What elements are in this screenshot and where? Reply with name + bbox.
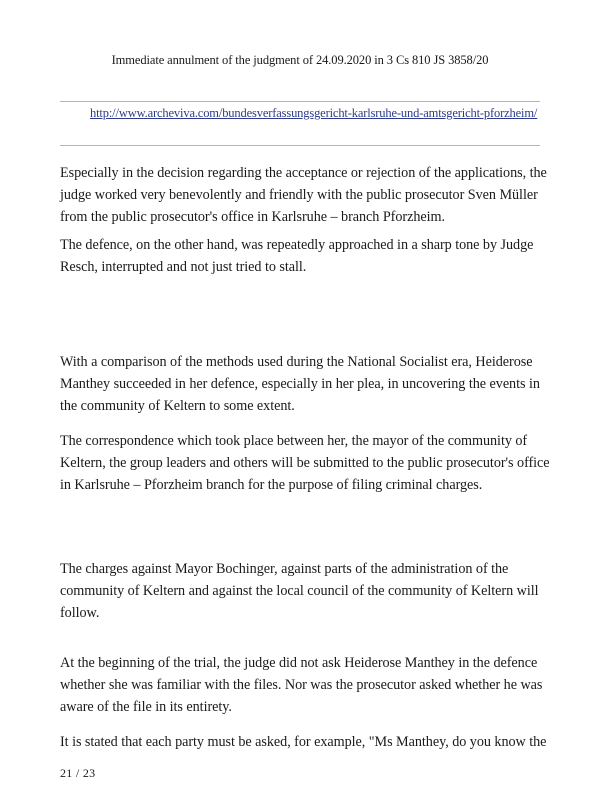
header-divider-bottom [60, 145, 540, 146]
body-paragraph-7: It is stated that each party must be asked, for example, "Ms Manthey, do you know the [60, 734, 547, 750]
body-paragraph-5: The charges against Mayor Bochinger, against parts of the administration of the community of Keltern and against the local council of the community of Keltern will follow. [60, 561, 539, 621]
header-divider-top [60, 101, 540, 102]
body-paragraph-6: At the beginning of the trial, the judge did not ask Heiderose Manthey in the defence whether she was familiar with the files. Nor was the prosecutor asked whether he was aware of the file in its entirety. [60, 655, 543, 715]
body-paragraph-4: The correspondence which took place between her, the mayor of the community of Keltern, the group leaders and others will be submitted to the public prosecutor's office in Karlsruhe – Pforzheim branch for the purpose of filing criminal charges. [60, 433, 550, 493]
body-paragraph-3: With a comparison of the methods used during the National Socialist era, Heiderose Manthey succeeded in her defence, especially in her plea, in uncovering the events in the community of Keltern to some extent. [60, 354, 540, 414]
body-paragraph-2: The defence, on the other hand, was repeatedly approached in a sharp tone by Judge Resch, interrupted and not just tried to stall. [60, 237, 534, 275]
source-link[interactable]: http://www.archeviva.com/bundesverfassungsgericht-karlsruhe-und-amtsgericht-pforzheim/ [90, 106, 538, 120]
document-header-title: Immediate annulment of the judgment of 24.09.2020 in 3 Cs 810 JS 3858/20 [111, 53, 489, 67]
body-paragraph-1: Especially in the decision regarding the acceptance or rejection of the applications, the judge worked very benevolently and friendly with the public prosecutor Sven Müller from the public prosecutor's office in Karlsruhe – branch Pforzheim. [60, 165, 547, 225]
page-number: 21 / 23 [60, 766, 96, 780]
